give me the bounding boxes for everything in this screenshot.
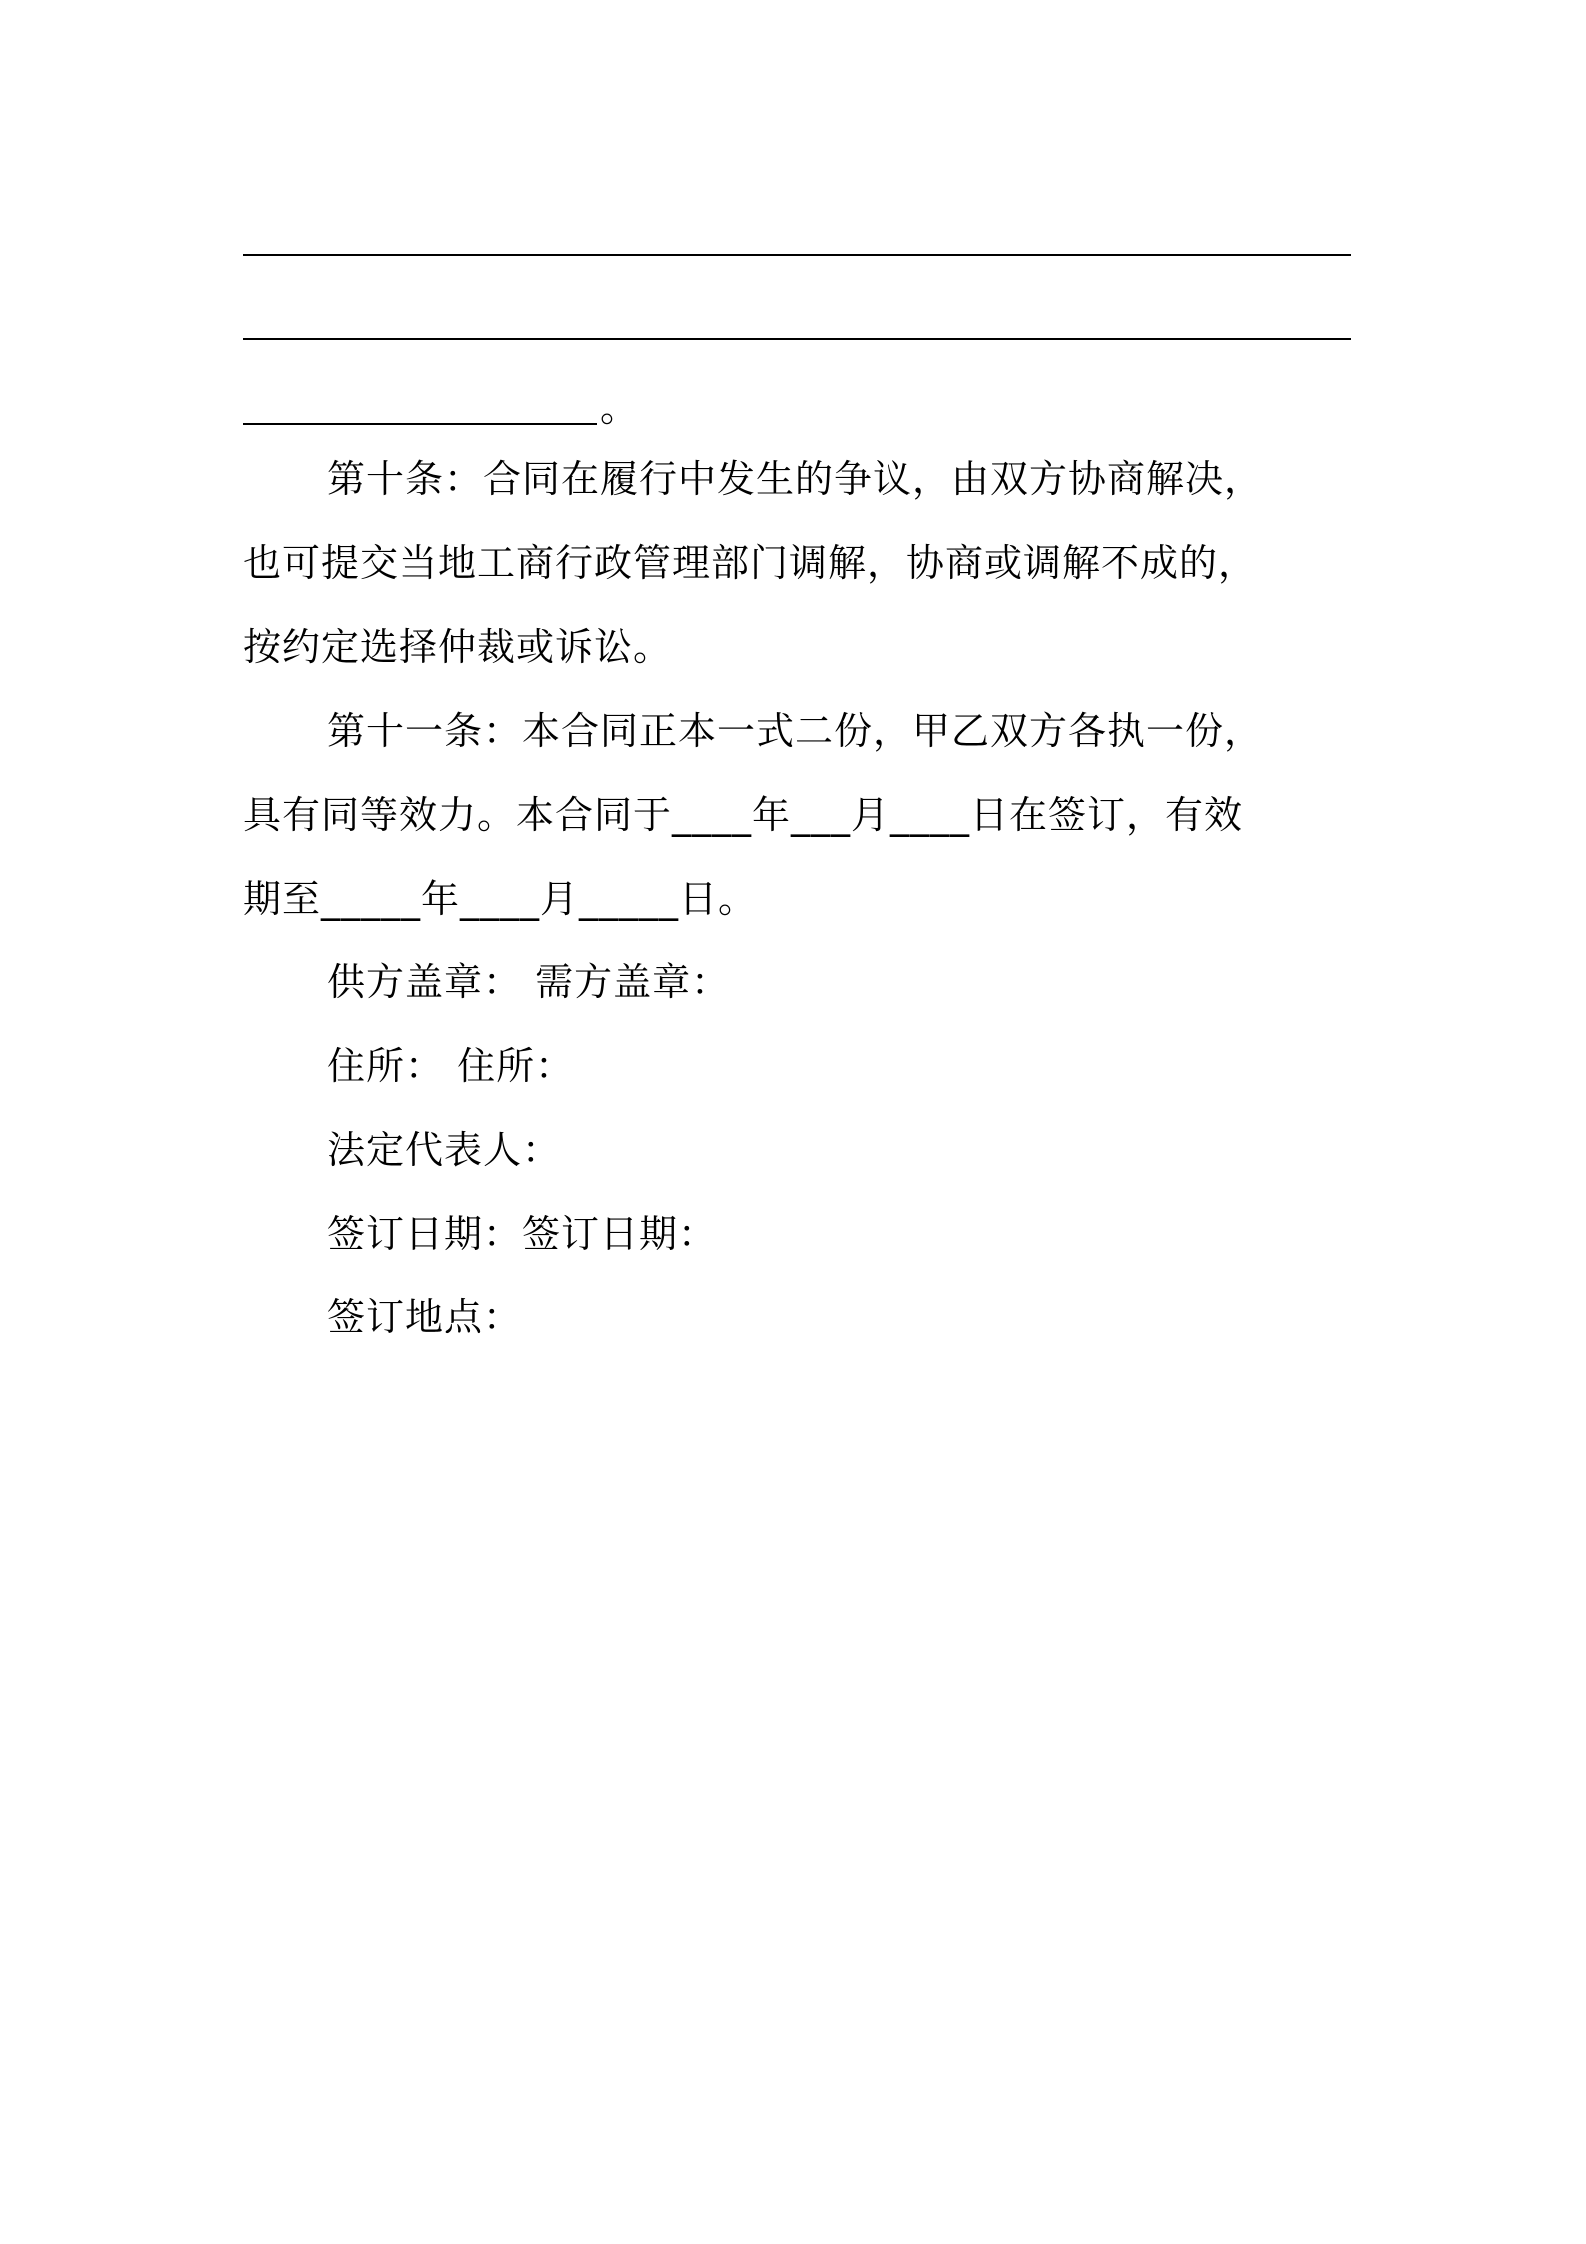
article-11-line-3: 期至_____年____月_____日。 xyxy=(243,877,758,921)
article-10-line-2: 也可提交当地工商行政管理部门调解，协商或调解不成的， xyxy=(243,541,1258,585)
article-10-line-1: 第十条：合同在履行中发生的争议，由双方协商解决， xyxy=(327,457,1264,501)
seal-line: 供方盖章： 需方盖章： xyxy=(327,960,731,1004)
signing-place-line: 签订地点： xyxy=(327,1295,523,1339)
fill-in-line xyxy=(243,254,1351,256)
fill-in-line xyxy=(243,338,1351,340)
article-10-line-3: 按约定选择仲裁或诉讼。 xyxy=(243,625,673,669)
legal-representative-line: 法定代表人： xyxy=(327,1128,562,1172)
fill-in-period: 。 xyxy=(600,386,639,430)
signing-date-line: 签订日期：签订日期： xyxy=(327,1212,718,1256)
article-11-line-1: 第十一条：本合同正本一式二份，甲乙双方各执一份， xyxy=(327,709,1264,753)
fill-in-line xyxy=(243,423,597,425)
address-line: 住所： 住所： xyxy=(327,1044,575,1088)
article-11-line-2: 具有同等效力。本合同于____年___月____日在签订，有效 xyxy=(243,793,1244,837)
